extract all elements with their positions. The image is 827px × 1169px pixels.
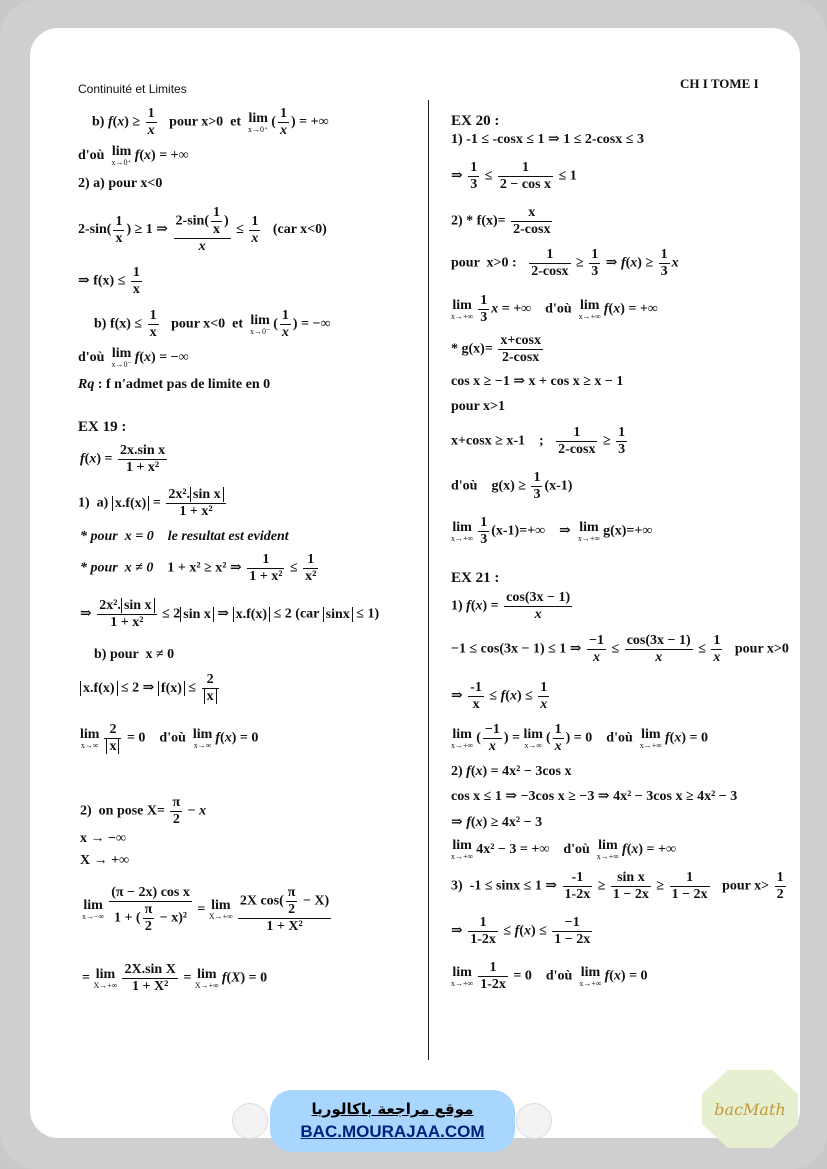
ex21-1: 1) f(x) = $\frac{\cos(3x - 1)}{x}$ xyxy=(451,590,571,622)
bacmath-logo-text: bacMath xyxy=(714,1100,786,1119)
ex20-lim1: lim x→+∞ $\frac{1}{3}$ x = +∞ d'où lim x→+∞ f(x) = +∞ xyxy=(451,293,658,325)
line-ineq-sin: 2-sin( $\frac{1}{x}$ ) ≥ 1 ⇒ 2-sin( $\frac{1}{x}$ ) x ≤ $\frac{1}{x}$ (car x<0) xyxy=(78,205,327,254)
ex19-Xto: X → +∞ xyxy=(80,853,130,868)
ex20-heading: EX 20 : xyxy=(451,113,500,129)
ex20-cos: cos x ≥ −1 ⇒ x + cos x ≥ x − 1 xyxy=(451,374,624,389)
ex21-lim2: lim x→+∞ 4x² − 3 = +∞ d'où lim x→+∞ f(x) = +∞ xyxy=(451,838,676,861)
ex19-1b: b) pour x ≠ 0 xyxy=(94,647,175,662)
ex21-2: 2) f(x) = 4x² − 3cos x xyxy=(451,764,572,779)
ex21-bound: −1 ≤ cos(3x − 1) ≤ 1 ⇒ $\frac{-1}{x}$ ≤ $\frac{\cos(3x - 1)}{x}$ ≤ $\frac{1}{x}$ pour x>0 xyxy=(451,633,789,665)
ex20-pour: pour x>1 xyxy=(451,399,506,414)
ex20-g: * g(x)= $\frac{x+\cos x}{2-\cos x}$ xyxy=(451,333,541,365)
ex19-xto: x → −∞ xyxy=(80,831,126,846)
footer-arabic: موقع مراجعة باكالوريا xyxy=(311,1100,474,1118)
ex21-fx: ⇒ f(x) ≥ 4x² − 3 xyxy=(451,815,543,830)
ex21-lim: lim x→+∞ ( $\frac{-1}{x}$ ) = lim x→∞ ( $\frac{1}{x}$ ) = 0 d'où lim x→+∞ f(x) = 0 xyxy=(451,722,708,754)
ex20-ineq: x+cosx ≥ x-1 ; $\frac{1}{2-\cos x}$ ≥ $\frac{1}{3}$ xyxy=(451,425,626,457)
ex21-sand3: ⇒ $\frac{1}{1-2x}$ ≤ f(x) ≤ $\frac{-1}{1 - 2x}$ xyxy=(451,915,591,947)
line-fx-le: ⇒ f(x) ≤ $\frac{1}{x}$ xyxy=(78,265,140,297)
remark: Rq : f n'admet pas de limite en 0 xyxy=(78,377,271,392)
ex19-abs: x.f(x) ≤ 2 ⇒ f(x) ≤ $\frac{2}{x}$ xyxy=(80,672,221,705)
ex19-1a: 1) a) x.f(x) = $\frac{\text{2x². sin x}}{\text{1 + x²}}$ xyxy=(78,487,228,520)
ex20-2: 2) * f(x)= $\frac{x}{2-\cos x}$ xyxy=(451,205,551,237)
footer-url[interactable]: BAC.MOURAJAA.COM xyxy=(300,1122,485,1141)
ex19-bound: ⇒ $\frac{\text{2x². sin x}}{\text{1 + x²}}$ ≤ 2 sin x ⇒ x.f(x) ≤ 2 (car sinx ≤ 1) xyxy=(80,598,380,630)
line-2a: 2) a) pour x<0 xyxy=(78,176,163,191)
ex21-3: 3) -1 ≤ sinx ≤ 1 ⇒ $\frac{-1}{1-2x}$ ≥ $\frac{\text{sin x}}{1 - 2x}$ ≥ $\frac{1}{1 - 2x}$ pour x> $\frac{1}{2}$ xyxy=(451,870,784,902)
line-b: b) f(x) ≥ $\frac{1}{x}$ pour x>0 et lim x→0⁺ ( $\frac{1}{x}$ ) = +∞ xyxy=(92,106,329,138)
ex19-2: 2) on pose X= $\frac{\pi}{2}$ − x xyxy=(80,795,207,827)
ex20-frac: ⇒ $\frac{1}{3}$ ≤ $\frac{1}{\text{2 − cos x}}$ ≤ 1 xyxy=(451,160,577,192)
ex20-1: 1) -1 ≤ -cosx ≤ 1 ⇒ 1 ≤ 2-cosx ≤ 3 xyxy=(451,132,644,147)
ex21-heading: EX 21 : xyxy=(451,570,500,586)
ex19-limeq: lim x→−∞ (π − 2x) cos x 1 + ( $\frac{\pi}{2}$ − x)² = lim X→+∞ 2X cos( $\frac{\pi}{2}$ − X) 1 + X² xyxy=(82,885,330,934)
logo-badge-right xyxy=(516,1103,552,1139)
line-2b: b) f(x) ≤ $\frac{1}{x}$ pour x<0 et lim x→0⁻ ( $\frac{1}{x}$ ) = −∞ xyxy=(94,308,331,340)
chapter-title: Continuité et Limites xyxy=(78,82,187,96)
line-dou-2: d'où lim x→0⁻ f(x) = −∞ xyxy=(78,346,189,369)
ex20-lim2: lim x→+∞ $\frac{1}{3}$ (x-1)=+∞ ⇒ lim x→+∞ g(x)=+∞ xyxy=(451,515,653,547)
ex19-heading: EX 19 : xyxy=(78,419,127,435)
column-divider xyxy=(428,100,429,1060)
ex21-sand: ⇒ $\frac{-1}{x}$ ≤ f(x) ≤ $\frac{1}{x}$ xyxy=(451,680,548,712)
ex19-final: = lim X→+∞ $\frac{\text{2X.sin X}}{\text{1 + X²}}$ = lim X→+∞ f(X) = 0 xyxy=(82,962,268,994)
ex19-casenz: * pour x ≠ 0 1 + x² ≥ x² ⇒ $\frac{1}{\text{1 + x²}}$ ≤ $\frac{1}{\text{x²}}$ xyxy=(80,552,317,584)
logo-badge-left xyxy=(232,1103,268,1139)
ex19-case0: * pour x = 0 le resultat est evident xyxy=(80,529,289,544)
footer-banner[interactable] xyxy=(270,1090,515,1152)
ex21-lim3: lim x→+∞ $\frac{1}{1-2x}$ = 0 d'où lim x→+∞ f(x) = 0 xyxy=(451,960,648,992)
ex19-def: f(x) = $\frac{\text{2x.sin x}}{\text{1 + x²}}$ xyxy=(80,443,166,475)
ex20-dou: d'où g(x) ≥ $\frac{1}{3}$ (x-1) xyxy=(451,470,573,502)
line-dou-1: d'où lim x→0⁺ f(x) = +∞ xyxy=(78,144,189,167)
chapter-tome: CH I TOME I xyxy=(680,76,759,91)
ex21-cos: cos x ≤ 1 ⇒ −3cos x ≥ −3 ⇒ 4x² − 3cos x ≥ 4x² − 3 xyxy=(451,789,738,804)
ex19-lim: lim x→∞ $\frac{2}{x}$ = 0 d'où lim x→∞ f(x) = 0 xyxy=(80,722,259,754)
bacmath-logo xyxy=(700,1068,800,1150)
ex20-pos: pour x>0 : $\frac{1}{2-\cos x}$ ≥ $\frac{1}{3}$ ⇒ f(x) ≥ $\frac{1}{3}$ x xyxy=(451,247,679,279)
